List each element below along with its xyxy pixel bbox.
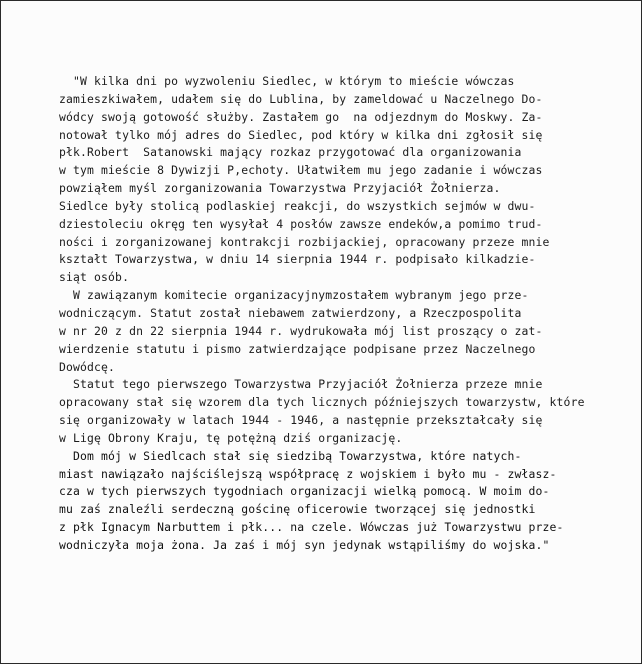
text-line: kształt Towarzystwa, w dniu 14 sierpnia 1944 r. podpisało kilkadzie- [59,252,536,267]
text-line: wódcy swoją gotowość służby. Zastałem go na odjezdnym do Moskwy. Za- [59,109,543,124]
text-line: Dom mój w Siedlcach stał się siedzibą Towarzystwa, które natych- [59,448,522,463]
text-line: siąt osób. [59,270,130,285]
text-line: opracowany stał się wzorem dla tych licznych późniejszych towarzystw, które [59,395,585,410]
text-line: mu zaś znaleźli serdeczną gościnę oficerowie tworzącej się jednostki [59,502,536,517]
text-line: "W kilka dni po wyzwoleniu Siedlec, w którym to mieście wówczas [59,74,515,88]
text-line: wodniczyła moja żona. Ja zaś i mój syn jedynak wstąpiliśmy do wojska." [59,537,550,552]
text-line: Dowódcę. [59,359,116,374]
text-line: się organizowały w latach 1944 - 1946, a następnie przekształcały się [59,413,543,428]
text-line: wierdzenie statutu i pismo zatwierdzające podpisane przez Naczelnego [59,341,536,356]
text-line: Statut tego pierwszego Towarzystwa Przyjaciół Żołnierza przeze mnie [59,377,543,392]
text-line: cza w tych pierwszych tygodniach organizacji wielką pomocą. W moim do- [59,484,550,499]
text-line: powziąłem myśl zorganizowania Towarzystwa Przyjaciół Żołnierza. [59,181,501,196]
typewritten-text-block [59,73,631,555]
text-line: w tym mieście 8 Dywizji P,echoty. Ułatwiłem mu jego zadanie i wówczas [59,163,543,178]
text-line: W zawiązanym komitecie organizacyjnymzostałem wybranym jego prze- [59,288,529,303]
text-line: w nr 20 z dn 22 sierpnia 1944 r. wydrukowała mój list proszący o zat- [59,323,543,338]
text-line: miast nawiązało najściślejszą współpracę z wojskiem i było mu - zwłasz- [59,466,557,481]
text-line: ności i zorganizowanej kontrakcji rozbijackiej, opracowany przeze mnie [59,234,550,249]
text-line: Siedlce były stolicą podlaskiej reakcji, do wszystkich sejmów w dwu- [59,198,536,213]
text-line: notował tylko mój adres do Siedlec, pod który w kilka dni zgłosił się [59,127,543,142]
text-line: z płk Ignacym Narbuttem i płk... na czele. Wówczas już Towarzystwu prze- [59,520,564,535]
text-line: wodniczącym. Statut został niebawem zatwierdzony, a Rzeczpospolita [59,305,522,320]
text-line: w Ligę Obrony Kraju, tę potężną dziś organizację. [59,430,403,445]
text-line: zamieszkiwałem, udałem się do Lublina, by zameldować u Naczelnego Do- [59,91,543,106]
text-line: płk.Robert Satanowski mający rozkaz przygotować dla organizowania [59,145,522,160]
text-line: dziestoleciu okręg ten wysyłał 4 posłów zawsze endeków,a pomimo trud- [59,216,543,231]
